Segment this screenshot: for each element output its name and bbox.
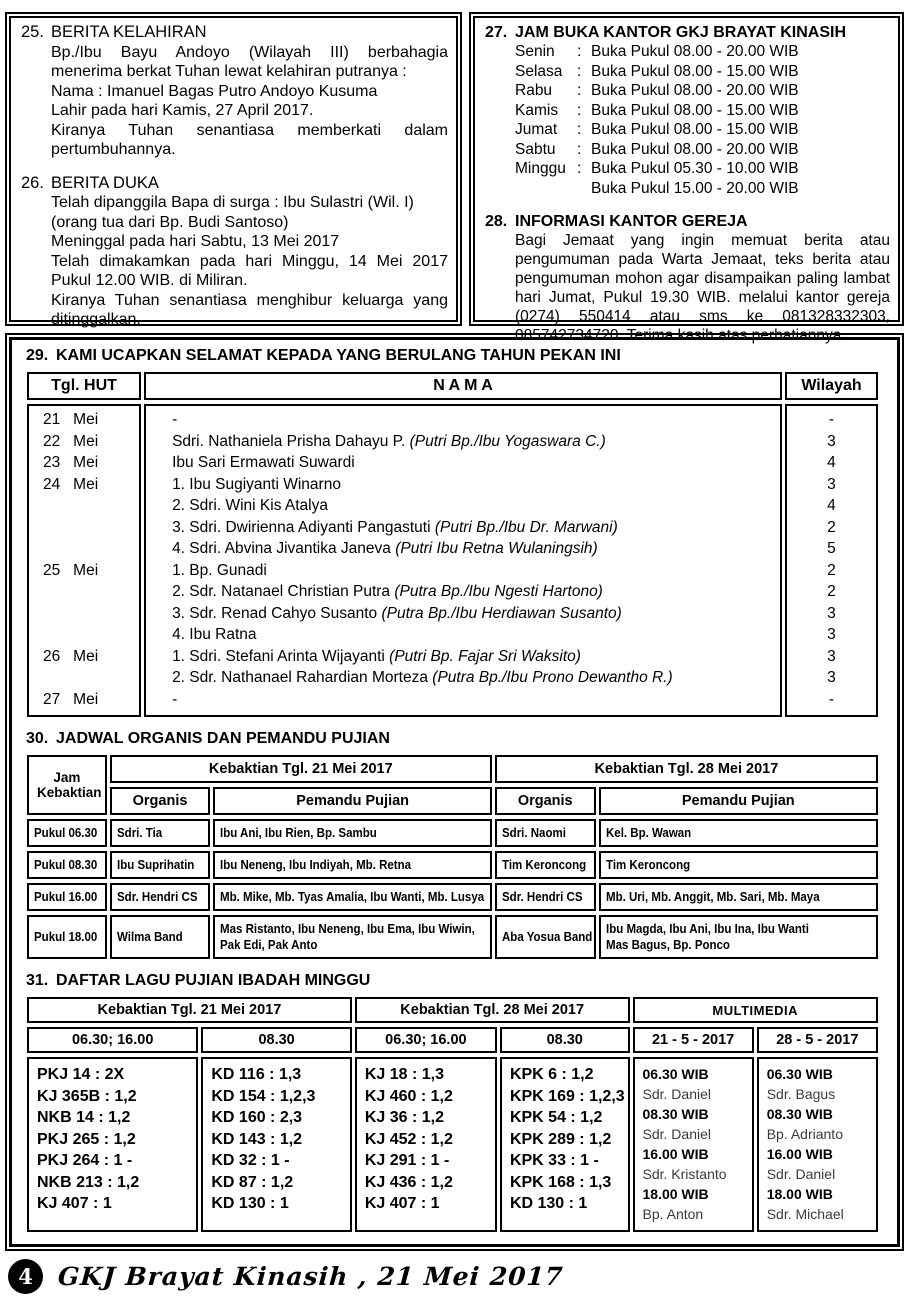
- organist-cell: [495, 851, 596, 879]
- section-25-heading: [21, 23, 448, 43]
- birthday-table-header-row: [27, 372, 878, 400]
- multimedia-operator: Sdr. Kristanto: [642, 1166, 727, 1182]
- birthday-region: 2: [827, 583, 836, 600]
- birthday-person: 4. Sdri. Abvina Jivantika Janeva: [172, 540, 396, 557]
- col-header-service-28-mei: Kebaktian Tgl. 28 Mei 2017: [495, 755, 878, 783]
- song-list-cell: [500, 1057, 630, 1232]
- song-entry: KD 160 : 2,3: [211, 1109, 303, 1126]
- multimedia-operator: Bp. Adrianto: [766, 1126, 843, 1142]
- birthday-name: [146, 624, 780, 646]
- song-list-cell: [355, 1057, 497, 1232]
- multimedia-cell: [757, 1057, 878, 1232]
- hours-value: Buka Pukul 08.00 - 20.00 WIB: [591, 82, 799, 99]
- section-title: KAMI UCAPKAN SELAMAT KEPADA YANG BERULANG TAHUN PEKAN INI: [56, 347, 621, 364]
- song-list-body-row: [27, 1057, 878, 1232]
- paragraph-line: (orang tua dari Bp. Budi Santoso): [51, 213, 289, 231]
- birthday-region: 4: [827, 454, 836, 471]
- cell-text: Aba Yosua Band: [501, 930, 593, 944]
- paragraph-line: Bp./Ibu Bayu Andoyo (Wilayah III) berbahagia menerima berkat Tuhan lewat kelahiran putranya :: [51, 43, 448, 80]
- hours-value: Buka Pukul 15.00 - 20.00 WIB: [591, 179, 799, 197]
- cell-line: [117, 825, 204, 841]
- birthday-name: [146, 452, 780, 474]
- paragraph-line: Meninggal pada hari Sabtu, 13 Mei 2017: [51, 233, 340, 250]
- song-entry: KPK 168 : 1,3: [509, 1173, 612, 1191]
- cell-line: [606, 937, 871, 953]
- birthday-date: [29, 603, 139, 625]
- day-label: Sabtu: [515, 140, 556, 158]
- birthday-table-body-row: [27, 404, 878, 717]
- cell-line: [220, 937, 485, 953]
- multimedia-time: 06.30 WIB: [642, 1066, 709, 1082]
- birthday-table: [24, 368, 881, 721]
- multimedia-operator: Sdr. Daniel: [766, 1166, 836, 1182]
- multimedia-time: 16.00 WIB: [642, 1146, 709, 1162]
- birthday-person: 2. Sdr. Nathanael Rahardian Morteza: [172, 669, 433, 686]
- col-header-nama: N A M A: [144, 372, 782, 400]
- birthday-person: 2. Sdri. Wini Kis Atalya: [172, 497, 328, 514]
- birthday-date: 24 Mei: [43, 475, 99, 493]
- paragraph-line: Telah dipanggila Bapa di surga : Ibu Sulastri (Wil. I): [51, 194, 414, 211]
- section-28-heading: [485, 212, 890, 231]
- col-header-date-21-5: 21 - 5 - 2017: [633, 1027, 754, 1053]
- birthday-region: 3: [827, 647, 836, 665]
- birthday-person: -: [172, 411, 178, 428]
- schedule-row: [27, 915, 878, 959]
- office-hours-list: [515, 42, 890, 198]
- cell-line: [502, 857, 589, 873]
- song-entry: KJ 452 : 1,2: [364, 1130, 453, 1148]
- birthday-note: (Putri Bp./Ibu Dr. Marwani): [434, 518, 618, 536]
- section-title: BERITA KELAHIRAN: [51, 23, 207, 41]
- service-time-cell: [27, 819, 107, 847]
- birthday-name: [146, 646, 780, 668]
- colon-separator: :: [577, 140, 582, 158]
- song-leader-cell: [213, 915, 492, 959]
- song-entry: KD 154 : 1,2,3: [211, 1087, 316, 1105]
- birth-death-box: [5, 12, 462, 326]
- section-29-heading: [26, 347, 887, 365]
- section-title: DAFTAR LAGU PUJIAN IBADAH MINGGU: [56, 972, 371, 989]
- colon-separator: :: [577, 82, 582, 99]
- birthday-date: [29, 581, 139, 603]
- office-hours-line: [515, 120, 890, 140]
- multimedia-operator: Sdr. Michael: [766, 1206, 844, 1222]
- birthday-person: 1. Sdri. Stefani Arinta Wijayanti: [172, 647, 390, 665]
- birthday-name: [146, 538, 780, 560]
- col-group-service-21-mei: Kebaktian Tgl. 21 Mei 2017: [27, 997, 352, 1023]
- birthday-region: 3: [827, 475, 836, 493]
- section-26-body: [51, 193, 448, 330]
- day-label: Kamis: [515, 101, 559, 119]
- birthday-name: [146, 560, 780, 582]
- colon-separator: :: [577, 43, 582, 60]
- birthday-region: 3: [827, 669, 836, 686]
- cell-line: [220, 825, 485, 841]
- office-hours-line: [515, 81, 890, 101]
- main-box: [5, 333, 904, 1251]
- cell-line: [606, 889, 871, 905]
- colon-separator: :: [577, 160, 582, 177]
- multimedia-operator: Sdr. Bagus: [766, 1086, 836, 1102]
- birthday-name: [146, 603, 780, 625]
- song-entry: KJ 291 : 1 -: [364, 1152, 450, 1169]
- cell-text: Ibu Magda, Ibu Ani, Ibu Ina, Ibu Wanti: [605, 922, 809, 936]
- song-entry: KJ 365B : 1,2: [37, 1087, 137, 1105]
- hours-value: Buka Pukul 08.00 - 20.00 WIB: [591, 43, 799, 60]
- multimedia-operator: Bp. Anton: [642, 1206, 704, 1222]
- col-header-wilayah: Wilayah: [785, 372, 878, 400]
- page-footer: [5, 1259, 904, 1294]
- cell-text: Tim Keroncong: [605, 858, 690, 872]
- birthday-region: -: [828, 411, 835, 428]
- birthday-region: 3: [827, 626, 836, 643]
- birthday-note: (Putra Bp./Ibu Ngesti Hartono): [394, 583, 603, 600]
- birthday-person: Sdri. Nathaniela Prisha Dahayu P.: [172, 432, 410, 450]
- section-number: 30.: [26, 730, 49, 747]
- birthday-date: [29, 667, 139, 689]
- song-entry: KJ 436 : 1,2: [364, 1173, 453, 1191]
- birthday-region: -: [828, 690, 835, 708]
- birthday-name-cell: [144, 404, 782, 717]
- office-hours-line: [515, 42, 890, 62]
- top-row: [5, 12, 904, 344]
- song-leader-cell: [213, 819, 492, 847]
- organist-cell: [110, 851, 211, 879]
- office-hours-line: [515, 179, 890, 199]
- col-header-pemandu-2: Pemandu Pujian: [599, 787, 878, 815]
- cell-line: [220, 857, 485, 873]
- song-leader-cell: [213, 851, 492, 879]
- schedule-row: [27, 819, 878, 847]
- multimedia-time: 18.00 WIB: [642, 1186, 709, 1202]
- song-leader-cell: [599, 915, 878, 959]
- colon-separator: :: [577, 62, 582, 80]
- song-entry: KJ 407 : 1: [364, 1195, 440, 1212]
- cell-line: [34, 889, 100, 905]
- day-label: Senin: [515, 43, 555, 60]
- cell-text: Sdri. Tia: [116, 826, 162, 840]
- hours-value: Buka Pukul 08.00 - 15.00 WIB: [591, 101, 799, 119]
- paragraph-line: Lahir pada hari Kamis, 27 April 2017.: [51, 102, 314, 119]
- cell-text: Mas Ristanto, Ibu Neneng, Ibu Ema, Ibu Wiwin,: [220, 922, 476, 936]
- day-label: Rabu: [515, 82, 553, 99]
- cell-text: Mb. Uri, Mb. Anggit, Mb. Sari, Mb. Maya: [605, 890, 820, 904]
- birthday-date: 27 Mei: [43, 690, 99, 708]
- schedule-row: [27, 883, 878, 911]
- col-group-service-28-mei: Kebaktian Tgl. 28 Mei 2017: [355, 997, 630, 1023]
- section-number: 25.: [21, 23, 44, 41]
- cell-line: [117, 929, 204, 945]
- section-title: JAM BUKA KANTOR GKJ BRAYAT KINASIH: [515, 24, 846, 41]
- birthday-person: 1. Ibu Sugiyanti Winarno: [172, 475, 341, 493]
- paragraph-line: Nama : Imanuel Bagas Putro Andoyo Kusuma: [51, 82, 378, 100]
- song-entry: KJ 407 : 1: [37, 1195, 112, 1212]
- cell-line: [34, 825, 100, 841]
- birthday-region-cell: [785, 404, 878, 717]
- multimedia-time: 08.30 WIB: [766, 1106, 833, 1122]
- birthday-date-cell: [27, 404, 141, 717]
- section-number: 31.: [26, 972, 49, 989]
- song-entry: KD 116 : 1,3: [211, 1066, 302, 1083]
- organist-cell: [495, 819, 596, 847]
- cell-line: [502, 825, 589, 841]
- song-entry: KJ 36 : 1,2: [364, 1109, 444, 1126]
- multimedia-operator: Sdr. Daniel: [642, 1086, 711, 1102]
- office-hours-line: [515, 62, 890, 82]
- col-header-service-21-mei: Kebaktian Tgl. 21 Mei 2017: [110, 755, 492, 783]
- col-header-date-28-5: 28 - 5 - 2017: [757, 1027, 878, 1053]
- birthday-note: (Putri Bp./Ibu Yogaswara C.): [409, 432, 606, 450]
- multimedia-time: 16.00 WIB: [766, 1146, 833, 1162]
- office-info-box: [469, 12, 904, 344]
- cell-text: Pukul 16.00: [34, 890, 98, 904]
- cell-text: Pukul 18.00: [34, 930, 98, 944]
- birthday-name: [146, 689, 780, 711]
- organist-cell: [110, 883, 211, 911]
- hours-value: Buka Pukul 08.00 - 20.00 WIB: [591, 140, 799, 158]
- cell-line: [34, 929, 100, 945]
- birthday-person: 1. Bp. Gunadi: [172, 561, 267, 579]
- birthday-name: [146, 409, 780, 431]
- section-28-body: [515, 231, 890, 345]
- song-list-cell: [201, 1057, 351, 1232]
- cell-text: Kel. Bp. Wawan: [605, 826, 691, 840]
- office-hours-line: [515, 159, 890, 179]
- birthday-name: [146, 495, 780, 517]
- birthday-name: [146, 581, 780, 603]
- col-header-jam-kebaktian: Jam Kebaktian: [27, 755, 107, 815]
- cell-text: Wilma Band: [116, 930, 183, 944]
- birthday-date: 25 Mei: [43, 561, 99, 579]
- section-31-heading: [26, 972, 887, 990]
- birthday-person: 3. Sdri. Dwirienna Adiyanti Pangastuti: [172, 518, 435, 536]
- cell-text: Sdri. Naomi: [501, 826, 566, 840]
- col-header-time-0830-a: 08.30: [201, 1027, 351, 1053]
- song-entry: PKJ 264 : 1 -: [37, 1152, 133, 1169]
- cell-text: Pukul 08.30: [34, 858, 98, 872]
- service-time-cell: [27, 883, 107, 911]
- hours-value: Buka Pukul 08.00 - 15.00 WIB: [591, 62, 799, 80]
- song-entry: PKJ 14 : 2X: [37, 1066, 125, 1083]
- cell-text: Ibu Ani, Ibu Rien, Bp. Sambu: [220, 826, 378, 840]
- song-entry: KD 87 : 1,2: [211, 1173, 294, 1191]
- birthday-date: [29, 538, 139, 560]
- song-leader-cell: [213, 883, 492, 911]
- song-entry: KD 32 : 1 -: [211, 1152, 290, 1169]
- birthday-person: 3. Sdr. Renad Cahyo Susanto: [172, 604, 382, 622]
- section-30-heading: [26, 730, 887, 748]
- colon-separator: :: [577, 101, 582, 119]
- organist-cell: [495, 915, 596, 959]
- col-header-time-0830-b: 08.30: [500, 1027, 630, 1053]
- multimedia-time: 06.30 WIB: [766, 1066, 833, 1082]
- day-label: Jumat: [515, 121, 558, 138]
- multimedia-operator: Sdr. Daniel: [642, 1126, 711, 1142]
- cell-text: Sdr. Hendri CS: [501, 890, 583, 904]
- birthday-name: [146, 517, 780, 539]
- organist-cell: [110, 819, 211, 847]
- cell-text: Ibu Neneng, Ibu Indiyah, Mb. Retna: [220, 858, 412, 872]
- song-entry: NKB 14 : 1,2: [37, 1109, 131, 1126]
- song-entry: KD 143 : 1,2: [211, 1130, 303, 1148]
- birthday-region: 2: [827, 561, 836, 579]
- day-label: [515, 179, 577, 199]
- day-label: Selasa: [515, 62, 563, 80]
- paragraph-line: Kiranya Tuhan senantiasa menghibur keluarga yang ditinggalkan.: [51, 291, 448, 328]
- col-header-time-0630-1600-a: 06.30; 16.00: [27, 1027, 198, 1053]
- col-header-tgl-hut: Tgl. HUT: [27, 372, 141, 400]
- birthday-note: (Putri Ibu Retna Wulaningsih): [395, 540, 598, 557]
- song-leader-cell: [599, 819, 878, 847]
- organist-cell: [110, 915, 211, 959]
- hours-value: Buka Pukul 05.30 - 10.00 WIB: [591, 160, 799, 177]
- birthday-region: 3: [827, 604, 836, 622]
- birthday-region: 3: [827, 432, 836, 450]
- cell-text: Pukul 06.30: [34, 826, 98, 840]
- organist-cell: [495, 883, 596, 911]
- cell-text: Ibu Suprihatin: [116, 858, 194, 872]
- birthday-name: [146, 474, 780, 496]
- multimedia-cell: [633, 1057, 754, 1232]
- multimedia-time: 18.00 WIB: [766, 1186, 833, 1202]
- song-entry: KPK 169 : 1,2,3: [509, 1087, 625, 1105]
- song-entry: KPK 54 : 1,2: [509, 1109, 603, 1126]
- cell-text: Mas Bagus, Bp. Ponco: [605, 938, 730, 952]
- col-header-time-0630-1600-b: 06.30; 16.00: [355, 1027, 497, 1053]
- birthday-person: -: [172, 690, 178, 708]
- col-header-organis-1: Organis: [110, 787, 211, 815]
- birthday-date: 26 Mei: [43, 647, 99, 665]
- footer-title: GKJ Brayat Kinasih , 21 Mei 2017: [56, 1262, 565, 1291]
- birthday-region: 2: [827, 518, 836, 536]
- song-entry: KD 130 : 1: [211, 1195, 289, 1212]
- birthday-note: (Putra Bp./Ibu Herdiawan Susanto): [381, 604, 622, 622]
- cell-line: [117, 889, 204, 905]
- cell-text: Mb. Mike, Mb. Tyas Amalia, Ibu Wanti, Mb. Lusya: [220, 890, 485, 904]
- paragraph-line: Kiranya Tuhan senantiasa memberkati dalam pertumbuhannya.: [51, 121, 448, 158]
- birthday-person: Ibu Sari Ermawati Suwardi: [172, 454, 355, 471]
- cell-line: [502, 889, 589, 905]
- cell-line: [117, 857, 204, 873]
- song-entry: NKB 213 : 1,2: [37, 1173, 140, 1191]
- birthday-note: (Putra Bp./Ibu Prono Dewantho R.): [432, 669, 673, 686]
- birthday-date: 22 Mei: [43, 432, 99, 450]
- section-26-heading: [21, 174, 448, 194]
- birthday-date: 21 Mei: [43, 411, 99, 428]
- section-title: JADWAL ORGANIS DAN PEMANDU PUJIAN: [56, 730, 390, 747]
- service-time-cell: [27, 851, 107, 879]
- cell-line: [606, 857, 871, 873]
- col-group-multimedia: MULTIMEDIA: [633, 997, 878, 1023]
- cell-text: Pak Edi, Pak Anto: [220, 938, 318, 952]
- section-25-body: [51, 43, 448, 160]
- cell-line: [606, 921, 871, 937]
- song-leader-cell: [599, 851, 878, 879]
- song-entry: KPK 33 : 1 -: [509, 1152, 599, 1169]
- hours-value: Buka Pukul 08.00 - 15.00 WIB: [591, 121, 799, 138]
- song-entry: KD 130 : 1: [509, 1195, 588, 1212]
- birthday-name: [146, 431, 780, 453]
- cell-text: Tim Keroncong: [501, 858, 587, 872]
- schedule-row: [27, 851, 878, 879]
- cell-line: [34, 857, 100, 873]
- cell-line: [501, 929, 593, 945]
- col-header-pemandu-1: Pemandu Pujian: [213, 787, 492, 815]
- section-title: BERITA DUKA: [51, 173, 159, 192]
- page-number-badge: 4: [8, 1259, 43, 1294]
- birthday-date: [29, 624, 139, 646]
- song-entry: PKJ 265 : 1,2: [37, 1130, 136, 1148]
- cell-line: [606, 825, 871, 841]
- col-header-organis-2: Organis: [495, 787, 596, 815]
- song-leader-cell: [599, 883, 878, 911]
- birthday-region: 5: [827, 540, 836, 557]
- birthday-region: 4: [827, 497, 836, 514]
- birthday-name: [146, 667, 780, 689]
- section-number: 27.: [485, 24, 508, 41]
- cell-line: [220, 889, 485, 905]
- office-hours-line: [515, 140, 890, 160]
- song-entry: KPK 6 : 1,2: [509, 1066, 594, 1083]
- birthday-person: 4. Ibu Ratna: [172, 626, 257, 643]
- multimedia-time: 08.30 WIB: [642, 1106, 709, 1122]
- birthday-date: 23 Mei: [43, 454, 99, 471]
- birthday-date: [29, 517, 139, 539]
- section-number: 28.: [485, 213, 508, 230]
- cell-text: Sdr. Hendri CS: [116, 890, 198, 904]
- section-27-heading: [485, 23, 890, 42]
- song-entry: KJ 18 : 1,3: [364, 1066, 444, 1083]
- section-title: INFORMASI KANTOR GEREJA: [515, 213, 748, 230]
- song-list-table: [24, 993, 881, 1236]
- song-entry: KPK 289 : 1,2: [509, 1130, 612, 1148]
- paragraph-line: Telah dimakamkan pada hari Minggu, 14 Mei 2017 Pukul 12.00 WIB. di Miliran.: [51, 252, 448, 289]
- song-entry: KJ 460 : 1,2: [364, 1087, 453, 1105]
- cell-line: [220, 921, 485, 937]
- section-number: 29.: [26, 347, 49, 364]
- birthday-date: [29, 495, 139, 517]
- organist-schedule-table: [24, 751, 881, 963]
- song-list-cell: [27, 1057, 198, 1232]
- birthday-note: (Putri Bp. Fajar Sri Waksito): [389, 647, 581, 665]
- paragraph-line: Bagi Jemaat yang ingin memuat berita atau pengumuman pada Warta Jemaat, teks berita atau pengumuman mohon agar disampaikan paling lambat hari Jumat, Pukul 19.30 WIB. melalui kantor gereja (0274) 550414 atau sms ke 081328332303, 085742734720. Terima kasih atas perhatiannya.: [515, 232, 890, 344]
- service-time-cell: [27, 915, 107, 959]
- section-number: 26.: [21, 173, 44, 192]
- birthday-person: 2. Sdr. Natanael Christian Putra: [172, 583, 395, 600]
- day-label: Minggu: [515, 160, 566, 177]
- colon-separator: :: [577, 121, 582, 138]
- office-hours-line: [515, 101, 890, 121]
